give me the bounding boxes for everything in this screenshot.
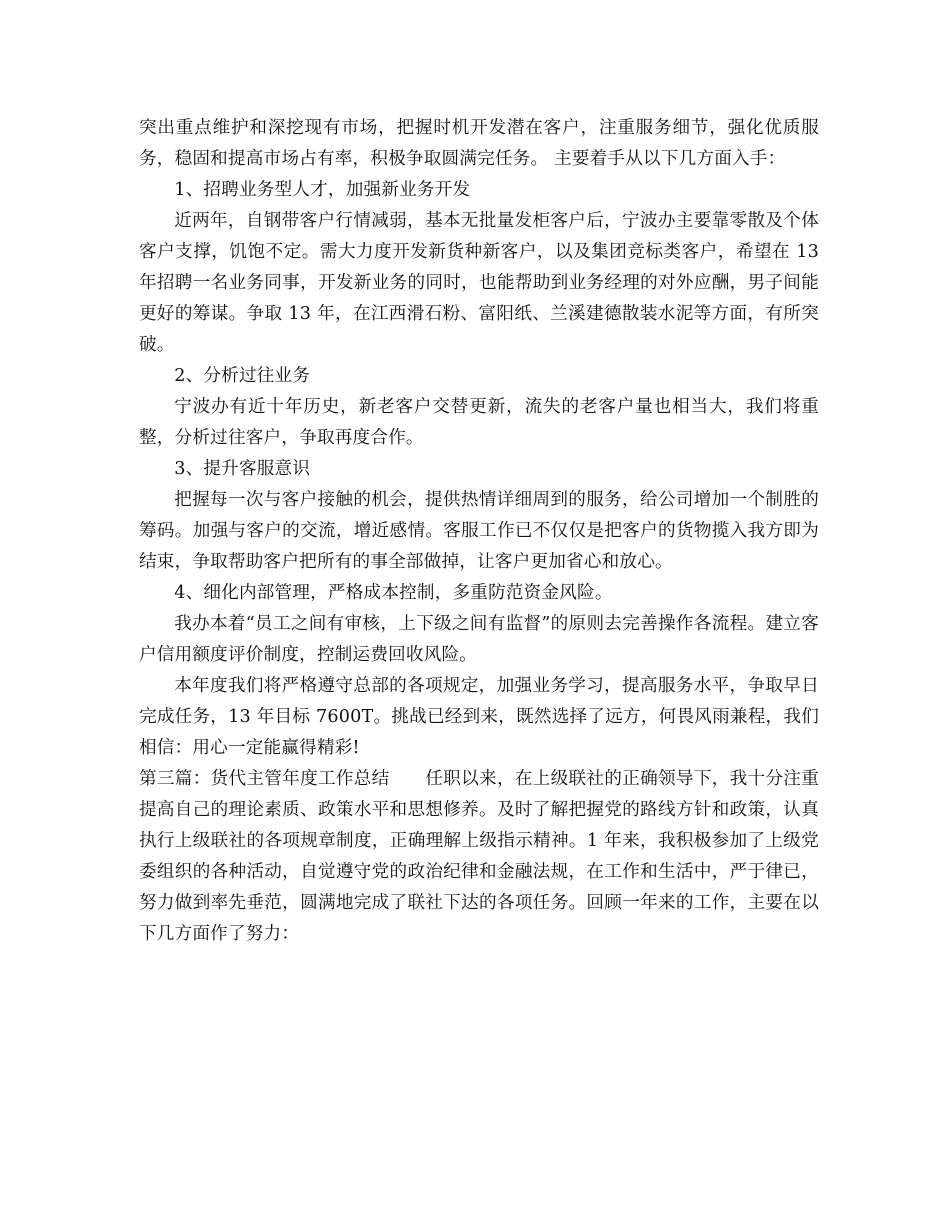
section-heading-1: 1、招聘业务型人才，加强新业务开发	[174, 180, 471, 200]
section-heading-2: 2、分析过往业务	[174, 366, 311, 386]
paragraph-past-business: 宁波办有近十年历史，新老客户交替更新，流失的老客户量也相当大，我们将重整，分析过往客户，争取再度合作。	[139, 397, 819, 448]
paragraph-internal-management: 我办本着“员工之间有审核，上下级之间有监督”的原则去完善操作各流程。建立客户信用额度评价制度，控制运费回收风险。	[139, 614, 819, 665]
paragraph-recruit: 近两年，自钢带客户行情减弱，基本无批量发柜客户后，宁波办主要靠零散及个体客户支撑，饥饱不定。需大力度开发新货种新客户，以及集团竞标类客户，希望在 13 年招聘一名业务同事，开发新业务的同时，也能帮助到业务经理的对外应酬，男子间能更好的筹谋。争取 13 年，在江西滑石粉、富阳纸、兰溪建德散装水泥等方面，有所突破。	[139, 211, 819, 355]
document-body	[139, 113, 819, 950]
paragraph-part-three: 第三篇：货代主管年度工作总结 任职以来，在上级联社的正确领导下，我十分注重提高自己的理论素质、政策水平和思想修养。及时了解把握党的路线方针和政策，认真执行上级联社的各项规章制度，正确理解上级指示精神。1 年来，我积极参加了上级党委组织的各种活动，自觉遵守党的政治纪律和金融法规，在工作和生活中，严于律已，努力做到率先垂范，圆满地完成了联社下达的各项任务。回顾一年来的工作，主要在以下几方面作了努力：	[139, 769, 819, 944]
section-heading-3: 3、提升客服意识	[174, 459, 311, 479]
paragraph-intro: 突出重点维护和深挖现有市场，把握时机开发潜在客户，注重服务细节，强化优质服务，稳固和提高市场占有率，积极争取圆满完任务。 主要着手从以下几方面入手：	[139, 118, 819, 169]
section-heading-4: 4、细化内部管理，严格成本控制，多重防范资金风险。	[174, 583, 613, 603]
paragraph-annual-goal: 本年度我们将严格遵守总部的各项规定，加强业务学习，提高服务水平，争取早日完成任务，13 年目标 7600T。挑战已经到来，既然选择了远方，何畏风雨兼程，我们相信：用心一定能赢得精彩!	[139, 676, 819, 758]
paragraph-customer-service: 把握每一次与客户接触的机会，提供热情详细周到的服务，给公司增加一个制胜的筹码。加强与客户的交流，增近感情。客服工作已不仅仅是把客户的货物揽入我方即为结束，争取帮助客户把所有的事全部做掉，让客户更加省心和放心。	[139, 490, 819, 572]
